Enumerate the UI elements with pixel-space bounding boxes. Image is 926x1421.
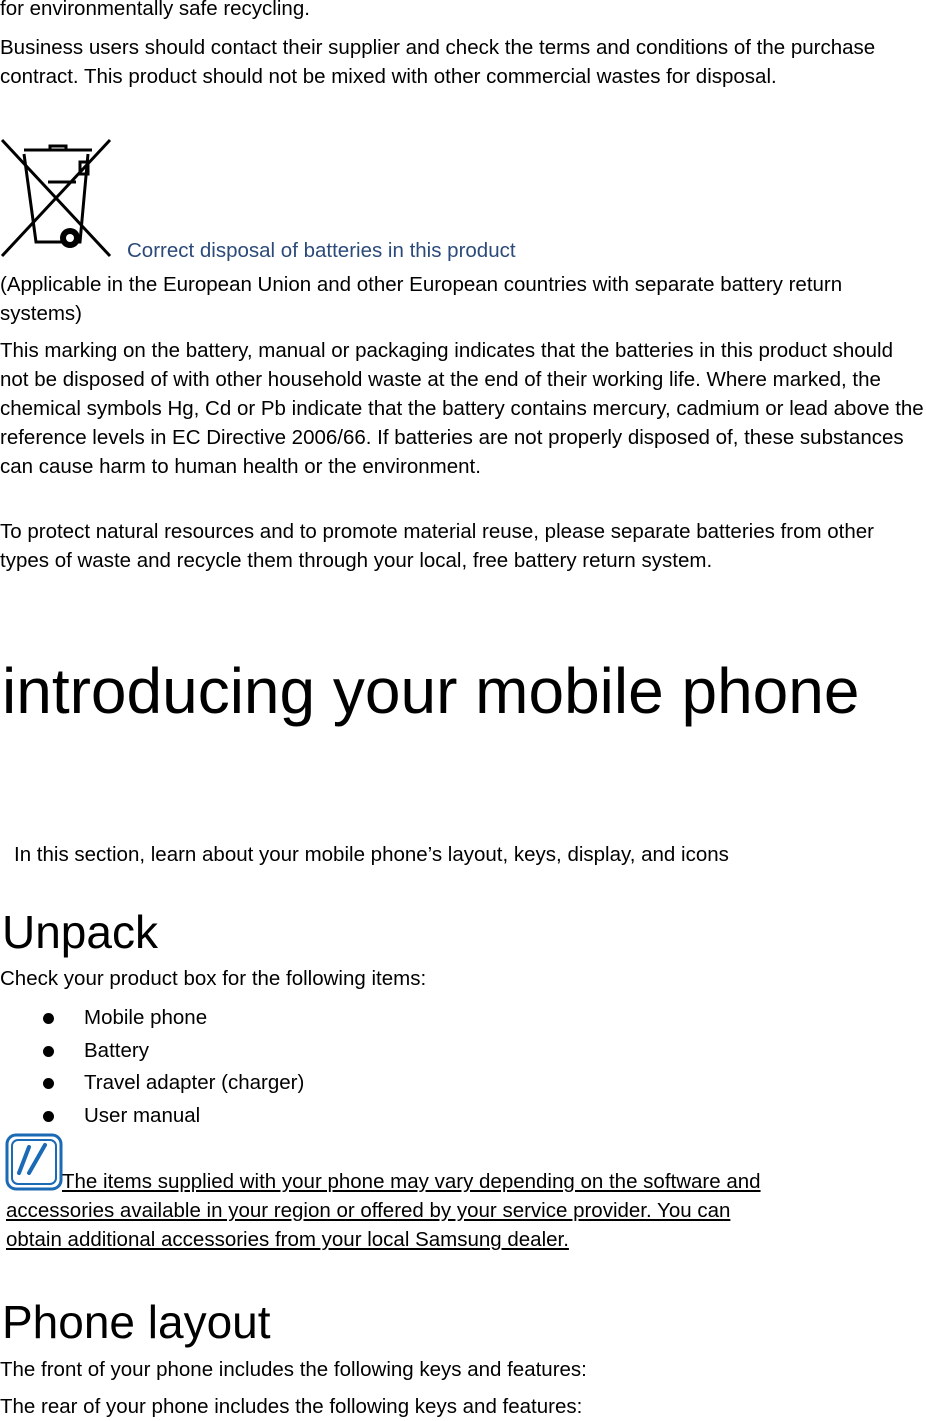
- list-item: [0, 1036, 304, 1069]
- list-item: [0, 1003, 304, 1036]
- bullet-icon: [43, 1111, 54, 1122]
- bullet-icon: [43, 1046, 54, 1057]
- phone-rear-paragraph: The rear of your phone includes the following keys and features:: [0, 1395, 583, 1418]
- list-item-label: Battery: [84, 1038, 149, 1062]
- battery-marking-paragraph: This marking on the battery, manual or packaging indicates that the batteries in this product should not be disposed of with other household waste at the end of their working life. Where marked, the chemical symbols Hg, Cd or Pb indicate that the battery contains mercury, cadmium or lead above the reference levels in EC Directive 2006/66. If batteries are not properly disposed of, these substances can cause harm to human health or the environment.: [0, 339, 924, 478]
- chapter-intro: In this section, learn about your mobile phone’s layout, keys, display, and icons: [14, 843, 729, 866]
- bullet-icon: [43, 1013, 54, 1024]
- note-line: The items supplied with your phone may vary depending on the software and: [62, 1170, 761, 1193]
- unpack-heading: Unpack: [2, 906, 158, 958]
- crossed-out-wheelie-bin-icon: [0, 138, 112, 258]
- phone-front-paragraph: The front of your phone includes the following keys and features:: [0, 1358, 587, 1381]
- battery-protect-paragraph: To protect natural resources and to promote material reuse, please separate batteries from other types of waste and recycle them through your local, free battery return system.: [0, 520, 874, 572]
- list-item-label: Travel adapter (charger): [84, 1071, 305, 1095]
- phone-layout-heading: Phone layout: [2, 1296, 271, 1348]
- business-users-paragraph: Business users should contact their supplier and check the terms and conditions of the purchase contract. This product should not be mixed with other commercial wastes for disposal.: [0, 36, 876, 88]
- list-item-label: Mobile phone: [84, 1006, 208, 1029]
- bullet-icon: [43, 1078, 54, 1089]
- list-item-label: User manual: [84, 1103, 201, 1127]
- list-item: [0, 1101, 304, 1134]
- battery-disposal-title: Correct disposal of batteries in this product: [127, 239, 516, 262]
- unpack-lead: Check your product box for the following items:: [0, 967, 427, 990]
- battery-applicable-paragraph: (Applicable in the European Union and other European countries with separate battery return systems): [0, 273, 843, 325]
- note-line: obtain additional accessories from your local Samsung dealer.: [6, 1228, 569, 1251]
- list-item: [0, 1068, 304, 1101]
- unpack-item-list: [0, 1003, 304, 1133]
- chapter-title: introducing your mobile phone: [2, 655, 860, 727]
- recycling-paragraph-tail: for environmentally safe recycling.: [0, 0, 310, 20]
- note-text: [0, 1167, 926, 1254]
- note-line: accessories available in your region or offered by your service provider. You can: [6, 1199, 731, 1222]
